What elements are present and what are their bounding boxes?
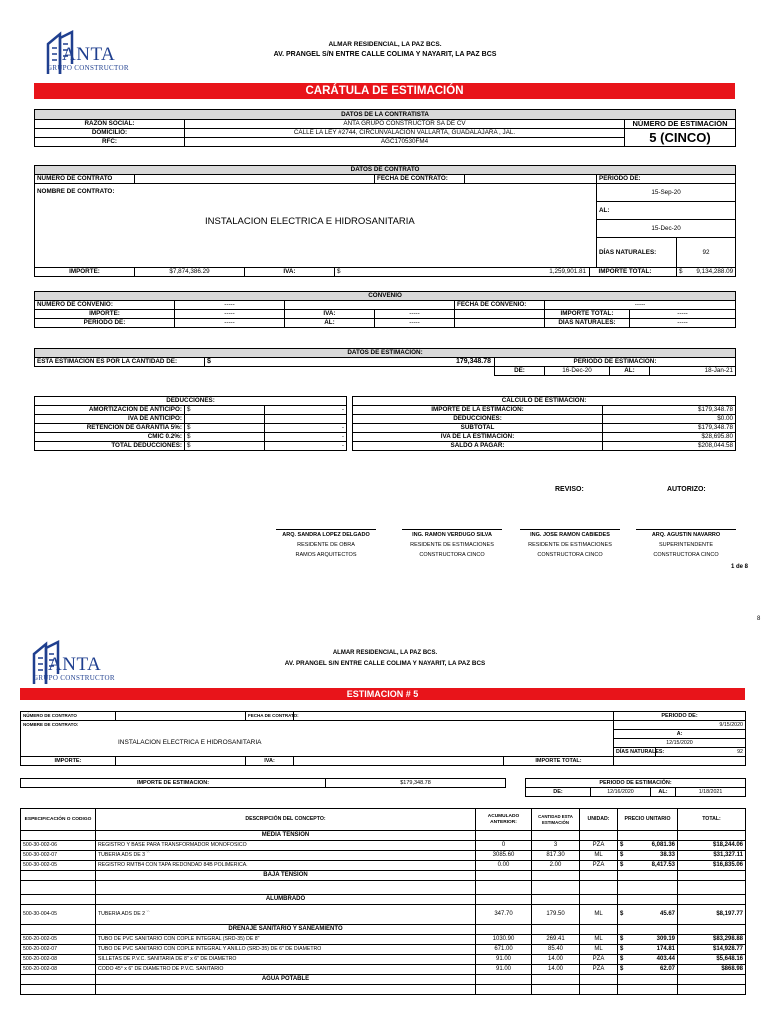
concepto-acumulado: 1030.90 — [476, 935, 532, 945]
calculo-label: IMPORTE DE LA ESTIMACIÓN: — [353, 406, 603, 415]
deduccion-sym: $ — [185, 442, 265, 451]
concepto-row — [21, 925, 746, 935]
concepto-sym: $ — [618, 861, 628, 871]
calculo-label: IVA DE LA ESTIMACIÓN: — [353, 433, 603, 442]
convenio-dias-label: DÍAS NATURALES: — [545, 319, 630, 328]
signature-block — [402, 529, 502, 560]
deducciones-heading: DEDUCCIONES: — [35, 397, 347, 406]
convenio-importe-value: ----- — [175, 310, 285, 319]
firma-cargo: SUPERINTENDENTE — [658, 542, 714, 548]
concepto-unidad: ML — [580, 905, 618, 925]
signature-block — [520, 529, 620, 560]
deduccion-value: - — [265, 406, 347, 415]
convenio-al-label: AL: — [285, 319, 375, 328]
blank-cell — [476, 975, 532, 985]
firma-nombre: ARQ. AGUSTIN NAVARRO — [651, 532, 721, 538]
concepto-precio: 6,081.36 — [628, 841, 678, 851]
firma-cargo: RESIDENTE DE ESTIMACIONES — [410, 542, 494, 548]
contrato-table — [34, 165, 736, 277]
concepto-cantidad: 85.40 — [532, 945, 580, 955]
nombre-contrato-value: INSTALACION ELECTRICA E HIDROSANITARIA — [118, 739, 262, 746]
deduccion-sym — [185, 415, 265, 424]
blank-cell — [96, 881, 476, 895]
blank-cell — [476, 895, 532, 905]
concepto-acumulado: 91.00 — [476, 955, 532, 965]
deduccion-value: - — [265, 424, 347, 433]
concepto-code: 500-20-002-08 — [21, 955, 96, 965]
blank-cell — [21, 985, 96, 995]
firma-empresa: CONSTRUCTORA CINCO — [653, 552, 719, 558]
est-al-label: AL: — [610, 367, 650, 376]
signature-block — [276, 529, 376, 558]
importe-label: IMPORTE: — [21, 757, 116, 766]
fecha-contrato-label: FECHA DE CONTRATO: — [246, 712, 294, 721]
concepto-row — [21, 905, 746, 925]
concepto-unidad: ML — [580, 945, 618, 955]
dias-value: 92 — [656, 748, 746, 757]
numero-contrato-label: NÚMERO DE CONTRATO — [35, 175, 135, 184]
blank-cell — [580, 925, 618, 935]
concepto-code: 500-20-002-05 — [21, 935, 96, 945]
concepto-cantidad: 2.00 — [532, 861, 580, 871]
blank-cell — [618, 881, 678, 895]
est-de-value: 12/16/2020 — [591, 788, 651, 797]
deduccion-sym: $ — [185, 406, 265, 415]
concepto-desc: SILLETAS DE P.V.C. SANITARIA DE 8" x 6" DE DIAMETRO — [96, 955, 476, 965]
logo-subtitle: GRUPO CONSTRUCTOR — [47, 64, 129, 72]
calculo-value: $208,044.58 — [603, 442, 736, 451]
concepto-code: 500-30-002-07 — [21, 851, 96, 861]
fecha-convenio-label: FECHA DE CONVENIO: — [455, 301, 545, 310]
imp-est-label: IMPORTE DE ESTIMACION: — [21, 779, 326, 788]
nombre-contrato-value: INSTALACION ELECTRICA E HIDROSANITARIA — [205, 216, 415, 227]
dias-value: 92 — [677, 238, 736, 268]
firma-nombre: ARQ. SANDRA LOPEZ DELGADO — [282, 532, 370, 538]
blank-cell — [532, 985, 580, 995]
concepto-sym: $ — [618, 955, 628, 965]
blank-cell — [580, 871, 618, 881]
blank-cell — [476, 985, 532, 995]
concepto-acumulado: 0 — [476, 841, 532, 851]
section-heading: BAJA TENSIÓN — [96, 871, 476, 881]
page-title: CARÁTULA DE ESTIMACIÓN — [34, 83, 735, 99]
signature-block — [636, 529, 736, 560]
blank-cell — [580, 985, 618, 995]
blank-cell — [21, 895, 96, 905]
concepto-unidad: ML — [580, 935, 618, 945]
concepto-acumulado: 671.00 — [476, 945, 532, 955]
concepto-precio: 38.33 — [628, 851, 678, 861]
concepto-cantidad: 179.50 — [532, 905, 580, 925]
concepto-sym: $ — [618, 935, 628, 945]
convenio-periodo-value: ----- — [175, 319, 285, 328]
col-header: DESCRIPCIÓN DEL CONCEPTO: — [96, 809, 476, 831]
section-heading: MEDIA TENSIÓN — [96, 831, 476, 841]
iva-label: IVA: — [246, 757, 294, 766]
numero-convenio-label: NÚMERO DE CONVENIO: — [35, 301, 175, 310]
calculo-label: SUBTOTAL — [353, 424, 603, 433]
project-name: ALMAR RESIDENCIAL, LA PAZ BCS. — [328, 41, 442, 48]
blank-cell — [476, 871, 532, 881]
estimacion-heading: DATOS DE ESTIMACIÓN: — [35, 349, 736, 358]
section-heading: ALUMBRADO — [96, 895, 476, 905]
deduccion-label: TOTAL DEDUCCIONES: — [35, 442, 185, 451]
estimacion-title: ESTIMACION # 5 — [20, 688, 745, 700]
total-sym: $ — [679, 268, 683, 275]
concepto-row — [21, 851, 746, 861]
concepto-acumulado: 3085.60 — [476, 851, 532, 861]
concepto-row — [21, 861, 746, 871]
rfc-label: RFC: — [35, 138, 185, 147]
periodo-est-label: PERIODO DE ESTIMACIÓN: — [495, 358, 736, 367]
blank-cell — [618, 831, 678, 841]
blank-cell — [678, 925, 746, 935]
blank-cell — [678, 871, 746, 881]
firma-nombre: ING. JOSE RAMON CABIEDES — [530, 532, 610, 538]
col-header: UNIDAD: — [580, 809, 618, 831]
blank-cell — [678, 831, 746, 841]
importe-value: $7,874,386.29 — [135, 268, 245, 277]
domicilio-label: DOMICILIO: — [35, 129, 185, 138]
est-de-label: DE: — [495, 367, 545, 376]
concepto-row — [21, 841, 746, 851]
concepto-sym: $ — [618, 945, 628, 955]
blank-cell — [476, 881, 532, 895]
estimacion-table — [34, 348, 736, 376]
periodo-de-value: 9/15/2020 — [614, 721, 746, 730]
cantidad-value: 179,348.78 — [455, 358, 491, 365]
concepto-row — [21, 895, 746, 905]
blank-cell — [618, 895, 678, 905]
calculo-label: DEDUCCIONES: — [353, 415, 603, 424]
convenio-iva-value: ----- — [375, 310, 455, 319]
convenio-periodo-label: PERIODO DE: — [35, 319, 175, 328]
domicilio-value: CALLE LA LEY #2744, CIRCUNVALACION VALLARTA, GUADALAJARA , JAL. — [185, 129, 625, 138]
deducciones-table — [34, 396, 736, 451]
concepto-unidad: PZA — [580, 965, 618, 975]
blank-cell — [580, 881, 618, 895]
concepto-total: $16,835.06 — [678, 861, 746, 871]
concepto-acumulado: 0.00 — [476, 861, 532, 871]
firma-cargo: RESIDENTE DE OBRA — [297, 542, 355, 548]
concepto-code: 500-20-002-07 — [21, 945, 96, 955]
periodo-label: PERIODO DE: — [597, 175, 736, 184]
concepto-cantidad: 269.41 — [532, 935, 580, 945]
convenio-importe-label: IMPORTE: — [35, 310, 175, 319]
total-label: IMPORTE TOTAL: — [597, 268, 677, 277]
firma-cargo: RESIDENTE DE ESTIMACIONES — [528, 542, 612, 548]
concepto-precio: 174.81 — [628, 945, 678, 955]
dias-label: DÍAS NATURALES: — [597, 238, 677, 268]
deduccion-label: IVA DE ANTICIPO: — [35, 415, 185, 424]
blank-cell — [618, 975, 678, 985]
convenio-heading: CONVENIO — [35, 292, 736, 301]
firma-empresa: CONSTRUCTORA CINCO — [537, 552, 603, 558]
calculo-value: $28,695.80 — [603, 433, 736, 442]
razon-value: ANTA GRUPO CONSTRUCTOR SA DE CV — [185, 120, 625, 129]
al-value: 15-Dec-20 — [597, 220, 736, 238]
concepto-code: 500-30-004-05 — [21, 905, 96, 925]
calculo-value: $179,348.78 — [603, 424, 736, 433]
total-label: IMPORTE TOTAL: — [504, 757, 614, 766]
concepto-sym: $ — [618, 965, 628, 975]
project-address: AV. PRANGEL S/N ENTRE CALLE COLIMA Y NAYARIT, LA PAZ BCS — [273, 51, 497, 58]
col-header: TOTAL: — [678, 809, 746, 831]
concepto-acumulado: 91.00 — [476, 965, 532, 975]
concepto-code: 500-30-002-06 — [21, 841, 96, 851]
blank-cell — [532, 895, 580, 905]
conceptos-table — [20, 808, 746, 995]
deduccion-value: - — [265, 442, 347, 451]
col-header: ACUMULADO ANTERIOR: — [476, 809, 532, 831]
concepto-total: $31,327.11 — [678, 851, 746, 861]
convenio-iva-label: IVA: — [285, 310, 375, 319]
calculo-heading: CÁLCULO DE ESTIMACIÓN: — [353, 397, 736, 406]
concepto-unidad: PZA — [580, 861, 618, 871]
autorizo-label: AUTORIZO: — [667, 486, 706, 493]
deduccion-label: CMIC 0.2%: — [35, 433, 185, 442]
blank-cell — [678, 985, 746, 995]
rfc-value: AGC170530FM4 — [185, 138, 625, 147]
est-al-value: 18-Jan-21 — [650, 367, 736, 376]
blank-cell — [96, 985, 476, 995]
a-value: 12/15/2020 — [614, 739, 746, 748]
concepto-sym: $ — [618, 905, 628, 925]
concepto-desc: TUBERIA ADS DE 3 `` — [96, 851, 476, 861]
blank-cell — [618, 871, 678, 881]
concepto-row — [21, 975, 746, 985]
concepto-row — [21, 985, 746, 995]
project-name: ALMAR RESIDENCIAL, LA PAZ BCS. — [332, 650, 438, 656]
reviso-label: REVISO: — [555, 486, 584, 493]
concepto-cantidad: 817.30 — [532, 851, 580, 861]
section-heading: AGUA POTABLE — [96, 975, 476, 985]
col-header: CANTIDAD ESTA ESTIMACIÓN — [532, 809, 580, 831]
blank-cell — [476, 925, 532, 935]
col-header: ESPECIFICACIÓN O CODIGO — [21, 809, 96, 831]
contrato-heading: DATOS DE CONTRATO — [35, 166, 736, 175]
project-address: AV. PRANGEL S/N ENTRE CALLE COLIMA Y NAYARIT, LA PAZ BCS — [284, 660, 486, 667]
iva-sym: $ — [337, 268, 341, 275]
col-header: PRECIO UNITARIO — [618, 809, 678, 831]
num-est-value: 5 (CINCO) — [625, 129, 736, 147]
concepto-code: 500-20-002-08 — [21, 965, 96, 975]
concepto-cantidad: 3 — [532, 841, 580, 851]
blank-cell — [21, 871, 96, 881]
concepto-row — [21, 955, 746, 965]
concepto-total: $83,298.88 — [678, 935, 746, 945]
concepto-desc: REGISTRO Y BASE PARA TRANSFORMADOR MONOFOSICO — [96, 841, 476, 851]
blank-cell — [580, 895, 618, 905]
deduccion-value — [265, 415, 347, 424]
est-al-value: 1/18/2021 — [676, 788, 746, 797]
iva-label: IVA: — [245, 268, 335, 277]
concepto-unidad: ML — [580, 851, 618, 861]
est-de-value: 16-Dec-20 — [545, 367, 610, 376]
est-al-label: AL: — [651, 788, 676, 797]
blank-cell — [21, 925, 96, 935]
deduccion-value: - — [265, 433, 347, 442]
logo-wordmark: ANTA — [62, 44, 116, 65]
blank-cell — [678, 881, 746, 895]
total-value: 9,134,288.09 — [696, 268, 734, 275]
firma-nombre: ING. RAMON VERDUGO SILVA — [412, 532, 492, 538]
periodo-label: PERIODO DE: — [614, 712, 746, 721]
deduccion-label: AMORTIZACIÓN DE ANTICIPO: — [35, 406, 185, 415]
blank-cell — [476, 831, 532, 841]
blank-cell — [678, 895, 746, 905]
blank-cell — [532, 881, 580, 895]
contratista-heading: DATOS DE LA CONTRATISTA — [35, 110, 736, 120]
contrato-summary-table — [20, 711, 746, 766]
a-label: A: — [614, 730, 746, 739]
concepto-cantidad: 14.00 — [532, 965, 580, 975]
convenio-total-value: ----- — [630, 310, 736, 319]
blank-cell — [21, 831, 96, 841]
blank-cell — [532, 925, 580, 935]
firma-empresa: RAMOS ARQUITECTOS — [295, 552, 357, 558]
blank-cell — [532, 831, 580, 841]
concepto-row — [21, 871, 746, 881]
blank-cell — [21, 881, 96, 895]
concepto-acumulado: 347.70 — [476, 905, 532, 925]
nombre-contrato-label: NOMBRE DE CONTRATO: — [23, 722, 79, 727]
concepto-desc: TUBERIA ADS DE 2 `` — [96, 905, 476, 925]
concepto-total: $868.98 — [678, 965, 746, 975]
blank-cell — [590, 268, 597, 277]
firma-empresa: CONSTRUCTORA CINCO — [419, 552, 485, 558]
section-heading: DRENAJE SANITARIO Y SANEAMIENTO — [96, 925, 476, 935]
concepto-precio: 45.67 — [628, 905, 678, 925]
deduccion-sym: $ — [185, 433, 265, 442]
calculo-value: $179,348.78 — [603, 406, 736, 415]
concepto-unidad: PZA — [580, 841, 618, 851]
dias-label: DÍAS NATURALES: — [614, 748, 656, 757]
deduccion-label: RETENCION DE GARANTÍA 5%: — [35, 424, 185, 433]
company-logo — [30, 640, 130, 686]
blank-cell — [21, 975, 96, 985]
calculo-value: $0.00 — [603, 415, 736, 424]
contratista-table — [34, 109, 736, 147]
convenio-table — [34, 291, 736, 328]
num-est-label: NÚMERO DE ESTIMACIÓN — [625, 120, 736, 129]
fecha-convenio-value: ----- — [545, 301, 736, 310]
concepto-row — [21, 881, 746, 895]
concepto-precio: 8,417.53 — [628, 861, 678, 871]
concepto-total: $5,648.16 — [678, 955, 746, 965]
blank-cell — [532, 975, 580, 985]
concepto-precio: 62.07 — [628, 965, 678, 975]
concepto-desc: TUBO DE PVC SANITARIO CON COPLE INTEGRAL Y ANILLO (SRD-35) DE 6" DE DIAMETRO — [96, 945, 476, 955]
blank-cell — [580, 975, 618, 985]
blank-cell — [618, 985, 678, 995]
concepto-code: 500-30-002-05 — [21, 861, 96, 871]
concepto-desc: REGISTRO RMTB4 CON TAPA REDONDAD 84B POLIMERICA. — [96, 861, 476, 871]
numero-convenio-value: ----- — [175, 301, 285, 310]
fecha-contrato-label: FECHA DE CONTRATO: — [375, 175, 465, 184]
periodo-de-value: 15-Sep-20 — [597, 184, 736, 202]
estimacion-summary-table — [20, 778, 746, 797]
blank-cell — [532, 871, 580, 881]
convenio-dias-value: ----- — [630, 319, 736, 328]
concepto-total: $18,244.06 — [678, 841, 746, 851]
concepto-cantidad: 14.00 — [532, 955, 580, 965]
concepto-row — [21, 935, 746, 945]
concepto-desc: CODO 45° x 6" DE DIAMETRO DE P.V.C. SANITARIO — [96, 965, 476, 975]
razon-label: RAZÓN SOCIAL: — [35, 120, 185, 129]
concepto-precio: 403.44 — [628, 955, 678, 965]
cantidad-sym: $ — [207, 358, 211, 365]
iva-value: 1,259,901.81 — [549, 268, 586, 275]
blank-cell — [580, 831, 618, 841]
concepto-row — [21, 945, 746, 955]
nombre-contrato-label: NOMBRE DE CONTRATO: — [37, 188, 115, 195]
importe-label: IMPORTE: — [35, 268, 135, 277]
blank-cell — [678, 975, 746, 985]
blank-cell — [618, 925, 678, 935]
logo-subtitle: GRUPO CONSTRUCTOR — [33, 674, 115, 682]
est-de-label: DE: — [526, 788, 591, 797]
concepto-total: $14,928.77 — [678, 945, 746, 955]
concepto-row — [21, 965, 746, 975]
calculo-label: SALDO A PAGAR: — [353, 442, 603, 451]
deduccion-sym: $ — [185, 424, 265, 433]
concepto-desc: TUBO DE PVC SANITARIO CON COPLE INTEGRAL (SRD-35) DE 8" — [96, 935, 476, 945]
al-label: AL: — [597, 202, 736, 220]
cantidad-label: ESTA ESTIMACIÓN ES POR LA CANTIDAD DE: — [35, 358, 205, 367]
convenio-al-value: ----- — [375, 319, 455, 328]
company-logo — [44, 30, 144, 76]
concepto-row — [21, 831, 746, 841]
concepto-unidad: PZA — [580, 955, 618, 965]
convenio-total-label: IMPORTE TOTAL: — [545, 310, 630, 319]
concepto-sym: $ — [618, 841, 628, 851]
logo-wordmark: ANTA — [48, 654, 102, 675]
numero-contrato-label: NÚMERO DE CONTRATO — [21, 712, 116, 721]
imp-est-value: $179,348.78 — [326, 779, 506, 788]
page-number: 8 — [757, 616, 761, 622]
concepto-total: $8,197.77 — [678, 905, 746, 925]
concepto-sym: $ — [618, 851, 628, 861]
periodo-est-label: PERIODO DE ESTIMACIÓN: — [526, 779, 746, 788]
concepto-precio: 309.19 — [628, 935, 678, 945]
page-number-fragment: 1 de 8 — [731, 564, 749, 570]
